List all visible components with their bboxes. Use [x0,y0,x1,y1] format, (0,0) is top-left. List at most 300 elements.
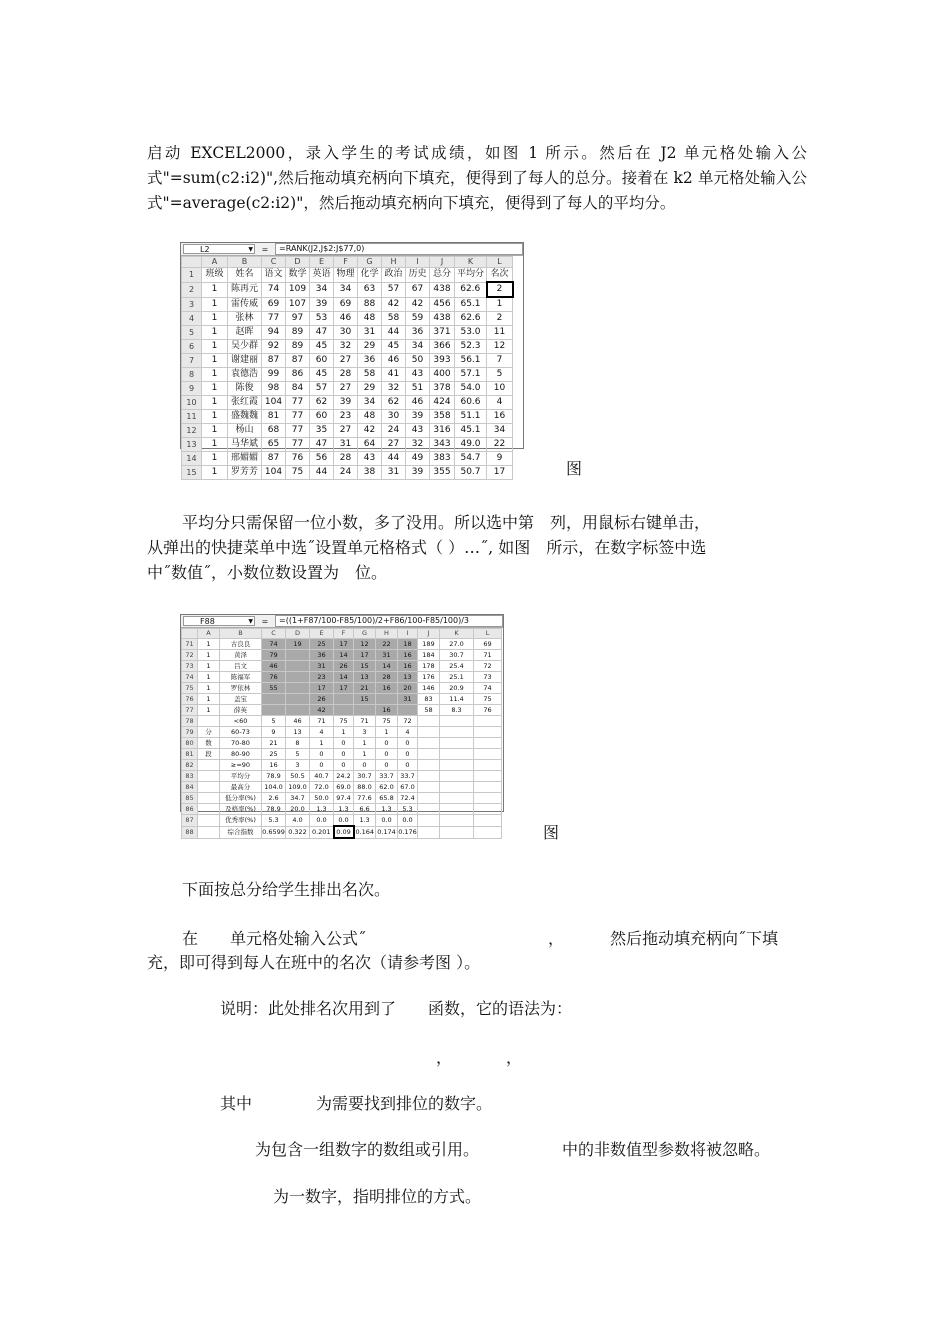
cell[interactable]: 79 [262,650,286,661]
cell[interactable]: 1 [334,727,354,738]
cell[interactable]: 1 [202,438,228,452]
cell[interactable]: 40.7 [310,771,334,782]
cell[interactable]: 1 [487,297,513,312]
column-header-f[interactable]: F [334,257,358,268]
cell[interactable]: 24.2 [334,771,354,782]
cell[interactable]: 17 [310,683,334,694]
cell[interactable]: 27 [382,438,406,452]
cell[interactable]: 2 [487,282,513,297]
cell[interactable]: 98 [262,382,286,396]
column-header-c[interactable]: C [262,257,286,268]
cell[interactable] [286,661,310,672]
cell[interactable]: 34 [310,282,334,297]
cell[interactable] [418,793,440,804]
cell[interactable]: 黄泽 [220,650,262,661]
cell[interactable]: 52.3 [455,340,487,354]
cell[interactable]: 26 [310,694,334,705]
cell[interactable]: 0.176 [398,828,417,836]
cell[interactable]: 62 [382,396,406,410]
cell[interactable]: 69 [262,297,286,312]
cell[interactable]: 1 [202,312,228,326]
cell[interactable]: 39 [406,410,430,424]
cell[interactable]: 45 [382,340,406,354]
column-header-k[interactable]: K [440,629,474,639]
cell[interactable]: 5 [286,749,310,760]
column-header-h[interactable]: H [376,629,398,639]
cell[interactable]: 28 [376,672,398,683]
cell[interactable]: 76 [474,705,502,716]
cell[interactable]: 44 [310,466,334,480]
cell[interactable]: 32 [406,438,430,452]
cell[interactable] [440,749,474,760]
cell[interactable] [440,738,474,749]
cell[interactable] [418,749,440,760]
cell[interactable]: 74 [262,282,286,297]
formula-input[interactable]: =RANK(J2,J$2:J$77,0) [275,243,523,255]
cell[interactable]: 31 [398,694,418,705]
cell[interactable]: 1 [198,694,220,705]
column-header-a[interactable]: A [202,257,228,268]
column-header-i[interactable]: I [398,629,418,639]
cell[interactable]: 343 [430,438,455,452]
cell[interactable]: 80-90 [220,749,262,760]
cell[interactable]: 0.09 [334,826,354,838]
dropdown-arrow-icon[interactable]: ▼ [248,246,253,253]
cell[interactable]: 39 [406,466,430,480]
cell[interactable]: 400 [430,368,455,382]
cell[interactable]: 16 [398,661,418,672]
cell[interactable]: 34 [487,424,513,438]
cell[interactable]: 77 [286,438,310,452]
row-header[interactable]: 86 [182,804,198,815]
cell[interactable]: 60-73 [220,727,262,738]
cell[interactable]: 34 [406,340,430,354]
cell[interactable]: 2 [487,312,513,326]
cell[interactable]: 0.0 [334,815,354,827]
cell[interactable]: 104 [262,396,286,410]
cell[interactable]: 27 [334,382,358,396]
cell[interactable]: 76 [262,672,286,683]
cell[interactable]: 72 [474,661,502,672]
cell[interactable]: 13 [286,727,310,738]
cell[interactable] [198,782,220,793]
column-header-g[interactable]: G [358,257,382,268]
cell[interactable]: 104.0 [262,782,286,793]
cell[interactable]: 16 [262,760,286,771]
cell[interactable]: 92 [262,340,286,354]
cell[interactable]: 1.3 [310,804,334,815]
cell[interactable]: 58 [382,312,406,326]
cell[interactable]: 语文 [262,268,286,283]
cell[interactable] [198,760,220,771]
cell[interactable]: 1 [202,452,228,466]
cell[interactable]: 33.7 [398,771,418,782]
cell[interactable] [474,826,502,838]
cell[interactable]: 49 [406,452,430,466]
cell[interactable]: 马华斌 [228,438,262,452]
row-header[interactable]: 85 [182,793,198,804]
cell[interactable]: 109.0 [286,782,310,793]
row-header[interactable]: 11 [182,410,202,424]
cell[interactable]: 45 [310,340,334,354]
cell[interactable] [418,716,440,727]
cell[interactable]: 355 [430,466,455,480]
cell[interactable]: 古良良 [220,639,262,650]
cell[interactable]: 吴少群 [228,340,262,354]
cell[interactable]: 48 [358,312,382,326]
cell[interactable]: 33.7 [376,771,398,782]
cell[interactable]: 1 [354,738,376,749]
cell[interactable]: 46 [262,661,286,672]
cell[interactable] [418,760,440,771]
cell[interactable]: 平均分 [220,771,262,782]
cell[interactable]: 优秀率(%) [220,815,262,827]
cell[interactable]: 陈俊 [228,382,262,396]
cell[interactable]: 23 [310,672,334,683]
cell[interactable]: 10 [487,382,513,396]
cell[interactable]: 59 [406,312,430,326]
cell[interactable]: 46 [406,396,430,410]
cell[interactable] [262,694,286,705]
cell[interactable]: 物理 [334,268,358,283]
cell[interactable] [440,793,474,804]
cell[interactable]: 5.3 [398,804,418,815]
cell[interactable]: 83 [418,694,440,705]
cell[interactable]: 1 [354,749,376,760]
cell[interactable]: 146 [418,683,440,694]
cell[interactable]: 12 [487,340,513,354]
cell[interactable]: 53.0 [455,326,487,340]
cell[interactable]: 81 [262,410,286,424]
cell[interactable]: 64 [358,438,382,452]
cell[interactable]: 1 [202,368,228,382]
cell[interactable]: 吕文 [220,661,262,672]
cell[interactable]: 41 [382,368,406,382]
cell[interactable]: 48 [358,410,382,424]
cell[interactable]: 25.4 [440,661,474,672]
cell[interactable]: 57.1 [455,368,487,382]
column-header-c[interactable]: C [262,629,286,639]
cell[interactable]: 68 [262,424,286,438]
cell[interactable]: 60.6 [455,396,487,410]
column-header-g[interactable]: G [354,629,376,639]
column-header-j[interactable]: J [418,629,440,639]
cell[interactable]: 45 [310,368,334,382]
cell[interactable]: 0.0 [398,815,418,827]
cell[interactable]: 31 [376,650,398,661]
cell[interactable] [198,771,220,782]
cell[interactable]: 88 [358,297,382,312]
cell[interactable] [286,672,310,683]
cell[interactable]: 16 [487,410,513,424]
cell[interactable] [418,738,440,749]
cell[interactable]: 1.3 [354,815,376,827]
cell[interactable]: 56.1 [455,354,487,368]
cell[interactable]: 邢媚媚 [228,452,262,466]
cell[interactable]: 1.3 [376,804,398,815]
cell[interactable]: 27 [334,354,358,368]
cell[interactable]: 张红霞 [228,396,262,410]
cell[interactable]: 358 [430,410,455,424]
cell[interactable]: 0 [398,738,418,749]
cell[interactable]: 71 [354,716,376,727]
row-header[interactable]: 75 [182,683,198,694]
cell[interactable]: 4 [310,727,334,738]
cell[interactable]: 42 [310,705,334,716]
cell[interactable] [440,716,474,727]
cell[interactable]: 77 [262,312,286,326]
cell[interactable]: 88.0 [354,782,376,793]
cell[interactable] [474,815,502,827]
cell[interactable]: 1 [202,297,228,312]
cell[interactable]: 23 [334,410,358,424]
cell[interactable]: 英语 [310,268,334,283]
cell[interactable]: 5.3 [262,815,286,827]
cell[interactable]: 97 [286,312,310,326]
cell[interactable]: 6.6 [354,804,376,815]
cell[interactable]: 14 [334,650,354,661]
cell[interactable]: 0.0 [376,815,398,827]
cell[interactable]: 178 [418,661,440,672]
cell[interactable]: 综合指数 [220,826,262,838]
cell[interactable]: 58 [418,705,440,716]
cell[interactable]: 78.9 [262,771,286,782]
cell[interactable]: 70-80 [220,738,262,749]
cell[interactable] [198,804,220,815]
cell[interactable]: 75 [474,694,502,705]
cell[interactable]: 杨山 [228,424,262,438]
column-header-f[interactable]: F [334,629,354,639]
row-header[interactable]: 14 [182,452,202,466]
cell[interactable]: 22 [487,438,513,452]
cell[interactable]: 176 [418,672,440,683]
cell[interactable]: 104 [262,466,286,480]
cell[interactable]: 43 [358,452,382,466]
cell[interactable] [198,826,220,838]
cell[interactable]: 86 [286,368,310,382]
cell[interactable]: 72 [398,716,418,727]
cell[interactable]: 75 [376,716,398,727]
row-header[interactable]: 5 [182,326,202,340]
column-header-d[interactable]: D [286,629,310,639]
cell[interactable]: 17 [334,639,354,650]
cell[interactable]: 1 [310,738,334,749]
cell[interactable]: 58 [358,368,382,382]
cell[interactable]: 75 [286,466,310,480]
cell[interactable] [262,705,286,716]
cell[interactable]: 34 [334,282,358,297]
cell[interactable]: 67.0 [398,782,418,793]
cell[interactable] [440,826,474,838]
cell[interactable]: 数学 [286,268,310,283]
cell[interactable]: 54.7 [455,452,487,466]
cell[interactable]: 43 [406,368,430,382]
cell[interactable] [398,705,418,716]
cell[interactable]: 51 [406,382,430,396]
cell[interactable]: 62.6 [455,282,487,297]
cell[interactable] [198,793,220,804]
cell[interactable]: 8 [286,738,310,749]
cell[interactable]: <60 [220,716,262,727]
cell[interactable]: 低分率(%) [220,793,262,804]
row-header[interactable]: 73 [182,661,198,672]
cell[interactable]: 罗依林 [220,683,262,694]
cell[interactable]: 1 [202,354,228,368]
cell[interactable]: 化学 [358,268,382,283]
cell[interactable]: 45.1 [455,424,487,438]
cell[interactable]: 62.6 [455,312,487,326]
cell[interactable]: 63 [358,282,382,297]
cell[interactable]: 11.4 [440,694,474,705]
row-header[interactable]: 1 [182,268,202,283]
cell[interactable]: 97.4 [334,793,354,804]
cell[interactable]: 57 [310,382,334,396]
cell[interactable] [418,727,440,738]
cell[interactable]: 51.1 [455,410,487,424]
cell[interactable]: 段 [198,749,220,760]
cell[interactable]: 15 [354,661,376,672]
cell[interactable] [376,694,398,705]
cell[interactable]: 0 [376,760,398,771]
cell[interactable]: 13 [398,672,418,683]
cell[interactable]: 1 [202,282,228,297]
cell[interactable]: 24 [382,424,406,438]
cell[interactable]: 50.0 [310,793,334,804]
cell[interactable]: 3 [354,727,376,738]
cell[interactable]: 69 [334,297,358,312]
cell[interactable]: 及格率(%) [220,804,262,815]
cell[interactable]: 49.0 [455,438,487,452]
cell[interactable]: 0 [334,760,354,771]
row-header[interactable]: 82 [182,760,198,771]
row-header[interactable]: 76 [182,694,198,705]
cell[interactable]: 1 [198,639,220,650]
cell[interactable]: 15 [354,694,376,705]
cell[interactable]: 184 [418,650,440,661]
cell[interactable]: 1 [202,410,228,424]
cell[interactable]: 34.7 [286,793,310,804]
cell[interactable]: 4 [398,727,418,738]
cell[interactable]: 71 [474,650,502,661]
cell[interactable]: 42 [358,424,382,438]
column-header-a[interactable]: A [198,629,220,639]
cell[interactable]: 378 [430,382,455,396]
cell[interactable]: 盛魏魏 [228,410,262,424]
cell[interactable]: 0.201 [310,826,334,838]
cell[interactable]: 74 [474,683,502,694]
cell[interactable]: 30.7 [440,650,474,661]
cell[interactable]: 107 [286,297,310,312]
cell[interactable]: 39 [310,297,334,312]
cell[interactable]: 67 [406,282,430,297]
cell[interactable] [418,804,440,815]
cell[interactable]: 21 [262,738,286,749]
row-header[interactable]: 71 [182,639,198,650]
cell[interactable]: 84 [286,382,310,396]
cell[interactable] [334,705,354,716]
cell[interactable]: 65.8 [376,793,398,804]
cell[interactable]: 29 [358,382,382,396]
cell[interactable]: 0.164 [355,828,375,836]
cell[interactable]: 54.0 [455,382,487,396]
row-header[interactable]: 12 [182,424,202,438]
cell[interactable]: 25.1 [440,672,474,683]
cell[interactable]: 62.0 [376,782,398,793]
cell[interactable]: 1 [198,650,220,661]
cell[interactable]: 12 [354,639,376,650]
cell[interactable]: 87 [262,354,286,368]
cell[interactable]: 4.0 [286,815,310,827]
cell[interactable]: 47 [310,438,334,452]
cell[interactable]: 谢建丽 [228,354,262,368]
cell[interactable]: 383 [430,452,455,466]
cell[interactable]: 0 [310,760,334,771]
cell[interactable]: 69 [474,639,502,650]
cell[interactable]: 19 [286,639,310,650]
column-header-e[interactable]: E [310,257,334,268]
select-all-corner[interactable] [182,629,198,639]
row-header[interactable]: 78 [182,716,198,727]
cell[interactable]: 27 [334,424,358,438]
cell[interactable] [354,705,376,716]
cell[interactable] [418,826,440,838]
formula-input-2[interactable]: =((1+F87/100-F85/100)/2+F86/100-F85/100)/3 [275,615,503,627]
cell[interactable]: 60 [310,410,334,424]
cell[interactable]: 陈福军 [220,672,262,683]
cell[interactable] [198,716,220,727]
cell[interactable] [418,771,440,782]
cell[interactable]: 17 [487,466,513,480]
cell[interactable]: 0.6599 [262,828,285,836]
cell[interactable]: 60 [310,354,334,368]
row-header[interactable]: 80 [182,738,198,749]
cell[interactable]: 8.3 [440,705,474,716]
cell[interactable]: 9 [487,452,513,466]
cell[interactable]: 89 [286,326,310,340]
cell[interactable]: 94 [262,326,286,340]
cell[interactable]: 1 [202,326,228,340]
cell[interactable]: 31 [382,466,406,480]
cell[interactable]: 0.322 [286,826,310,838]
cell[interactable]: 69.0 [334,782,354,793]
cell[interactable]: 16 [398,650,418,661]
cell[interactable]: 424 [430,396,455,410]
cell[interactable]: 366 [430,340,455,354]
cell[interactable]: 20.9 [440,683,474,694]
cell[interactable] [334,694,354,705]
row-header[interactable]: 74 [182,672,198,683]
cell[interactable]: 30 [334,326,358,340]
cell[interactable]: 政治 [382,268,406,283]
cell[interactable] [286,683,310,694]
cell[interactable]: 1 [198,683,220,694]
cell[interactable]: 20.0 [286,804,310,815]
cell[interactable]: 5 [262,716,286,727]
cell[interactable]: 30 [382,410,406,424]
cell[interactable]: 32 [334,340,358,354]
cell[interactable]: 46 [382,354,406,368]
cell[interactable]: 87 [262,452,286,466]
cell[interactable]: 55 [262,683,286,694]
cell[interactable] [440,771,474,782]
cell[interactable]: 65.1 [455,297,487,312]
cell[interactable]: ≥=90 [220,760,262,771]
cell[interactable]: 赵晖 [228,326,262,340]
cell[interactable]: 39 [334,396,358,410]
cell[interactable]: 18 [398,639,418,650]
cell[interactable]: 38 [358,466,382,480]
row-header[interactable]: 81 [182,749,198,760]
